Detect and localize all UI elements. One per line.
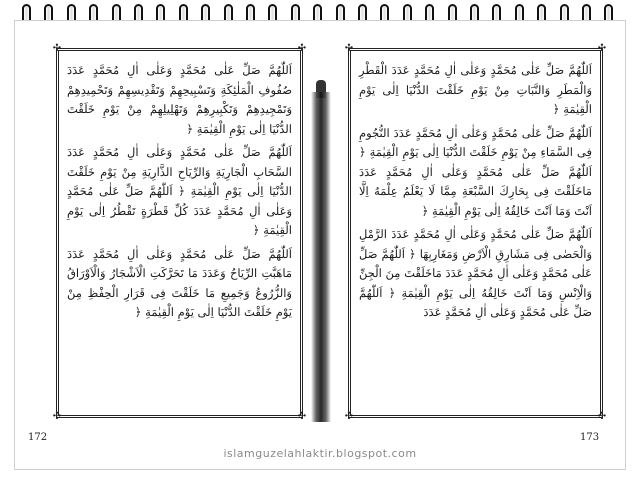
left-paragraph-1: اَللّٰهُمَّ صَلِّ عَلٰى مُحَمَّدٍ وَعَلٰى اٰلِ مُحَمَّدٍ عَدَدَ صُفُوفِ الْمَلٰئِكَةِ وَتَسْبِيحِهِمْ وَتَقْدِيسِهِمْ وَتَحْمِيدِهِمْ وَتَمْجِيدِهِمْ وَتَكْبِيرِهِمْ وَتَهْلِيلِهِمْ مِنْ يَوْمِ خَلَقْتَ الدُّنْيَا اِلٰى يَوْمِ الْقِيٰمَةِ ﴿ xyxy=(67,63,292,136)
corner-ornament-icon: ✣ xyxy=(297,411,307,422)
left-page-number: 172 xyxy=(28,432,48,443)
corner-ornament-icon: ✣ xyxy=(52,43,62,54)
corner-ornament-icon: ✣ xyxy=(52,411,62,422)
corner-ornament-icon: ✣ xyxy=(297,43,307,54)
watermark: islamguzelahlaktir.blogspot.com xyxy=(223,447,417,460)
corner-ornament-icon: ✣ xyxy=(597,43,607,54)
right-paragraph-3: اَللّٰهُمَّ صَلِّ عَلٰى مُحَمَّدٍ وَعَلٰى اٰلِ مُحَمَّدٍ عَدَدَ الرَّمْلِ وَالْحَصٰى فِى مَشَارِقِ الْاَرْضِ وَمَغَارِبِهَا ﴿ اَللّٰهُمَّ صَلِّ عَلٰى مُحَمَّدٍ وَعَلٰى اٰلِ مُحَمَّدٍ عَدَدَ مَاخَلَقْتَ مِنَ الْجِنِّ وَالْاِنْسِ وَمَا اَنْتَ خَالِقُهُ اِلٰى يَوْمِ الْقِيٰمَةِ ﴿ اَللّٰهُمَّ صَلِّ عَلٰى مُحَمَّدٍ وَعَلٰى اٰلِ مُحَمَّدٍ عَدَدَ xyxy=(359,227,592,319)
book-gutter-shadow xyxy=(311,92,331,422)
left-paragraph-3: اَللّٰهُمَّ صَلِّ عَلٰى مُحَمَّدٍ وَعَلٰى اٰلِ مُحَمَّدٍ عَدَدَ مَاهَبَّتِ الرِّيَاحُ وَعَدَدَ مَا تَحَرَّكَتِ الْاَشْجَارُ وَالْاَوْرَاقُ وَالزُّرُوعُ وَجَمِيعِ مَا خَلَقْتَ فِى قَرَارِ الْحِفْظِ مِنْ يَوْمِ خَلَقْتَ الدُّنْيَا اِلٰى يَوْمِ الْقِيٰمَةِ ﴿ xyxy=(67,246,292,319)
right-paragraph-2: اَللّٰهُمَّ صَلِّ عَلٰى مُحَمَّدٍ وَعَلٰى اٰلِ مُحَمَّدٍ عَدَدَ النُّجُومِ فِى السَّمَاءِ مِنْ يَوْمِ خَلَقْتَ الدُّنْيَا اِلٰى يَوْمِ الْقِيٰمَةِ ﴿ اَللّٰهُمَّ صَلِّ عَلٰى مُحَمَّدٍ وَعَلٰى اٰلِ مُحَمَّدٍ عَدَدَ مَاخَلَقْتَ فِى بِحَارِكَ السَّبْعَةِ مِمَّا لَا يَعْلَمُ عِلْمَهُ اِلَّا اَنْتَ وَمَا اَنْتَ خَالِقُهُ اِلٰى يَوْمِ الْقِيٰمَةِ ﴿ xyxy=(359,125,592,218)
corner-ornament-icon: ✣ xyxy=(344,43,354,54)
left-page-frame xyxy=(52,43,307,422)
right-page-number: 173 xyxy=(580,432,600,443)
left-paragraph-2: اَللّٰهُمَّ صَلِّ عَلٰى مُحَمَّدٍ وَعَلٰى اٰلِ مُحَمَّدٍ عَدَدَ السَّحَابِ الْجَارِيَةِ وَالرِّيَاحِ الذَّارِيَةِ مِنْ يَوْمِ خَلَقْتَ الدُّنْيَا اِلٰى يَوْمِ الْقِيٰمَةِ ﴿ اَللّٰهُمَّ صَلِّ عَلٰى مُحَمَّدٍ وَعَلٰى اٰلِ مُحَمَّدٍ عَدَدَ كُلِّ قَطْرَةٍ تَقْطُرُ اِلٰى يَوْمِ الْقِيٰمَةِ ﴿ xyxy=(67,145,292,237)
right-page-frame xyxy=(344,43,607,422)
corner-ornament-icon: ✣ xyxy=(597,411,607,422)
corner-ornament-icon: ✣ xyxy=(344,411,354,422)
right-paragraph-1: اَللّٰهُمَّ صَلِّ عَلٰى مُحَمَّدٍ وَعَلٰى اٰلِ مُحَمَّدٍ عَدَدَ الْقَطْرِ وَالْمَطَرِ وَالنَّبَاتِ مِنْ يَوْمِ خَلَقْتَ الدُّنْيَا اِلٰى يَوْمِ الْقِيٰمَةِ ﴿ xyxy=(359,63,592,116)
